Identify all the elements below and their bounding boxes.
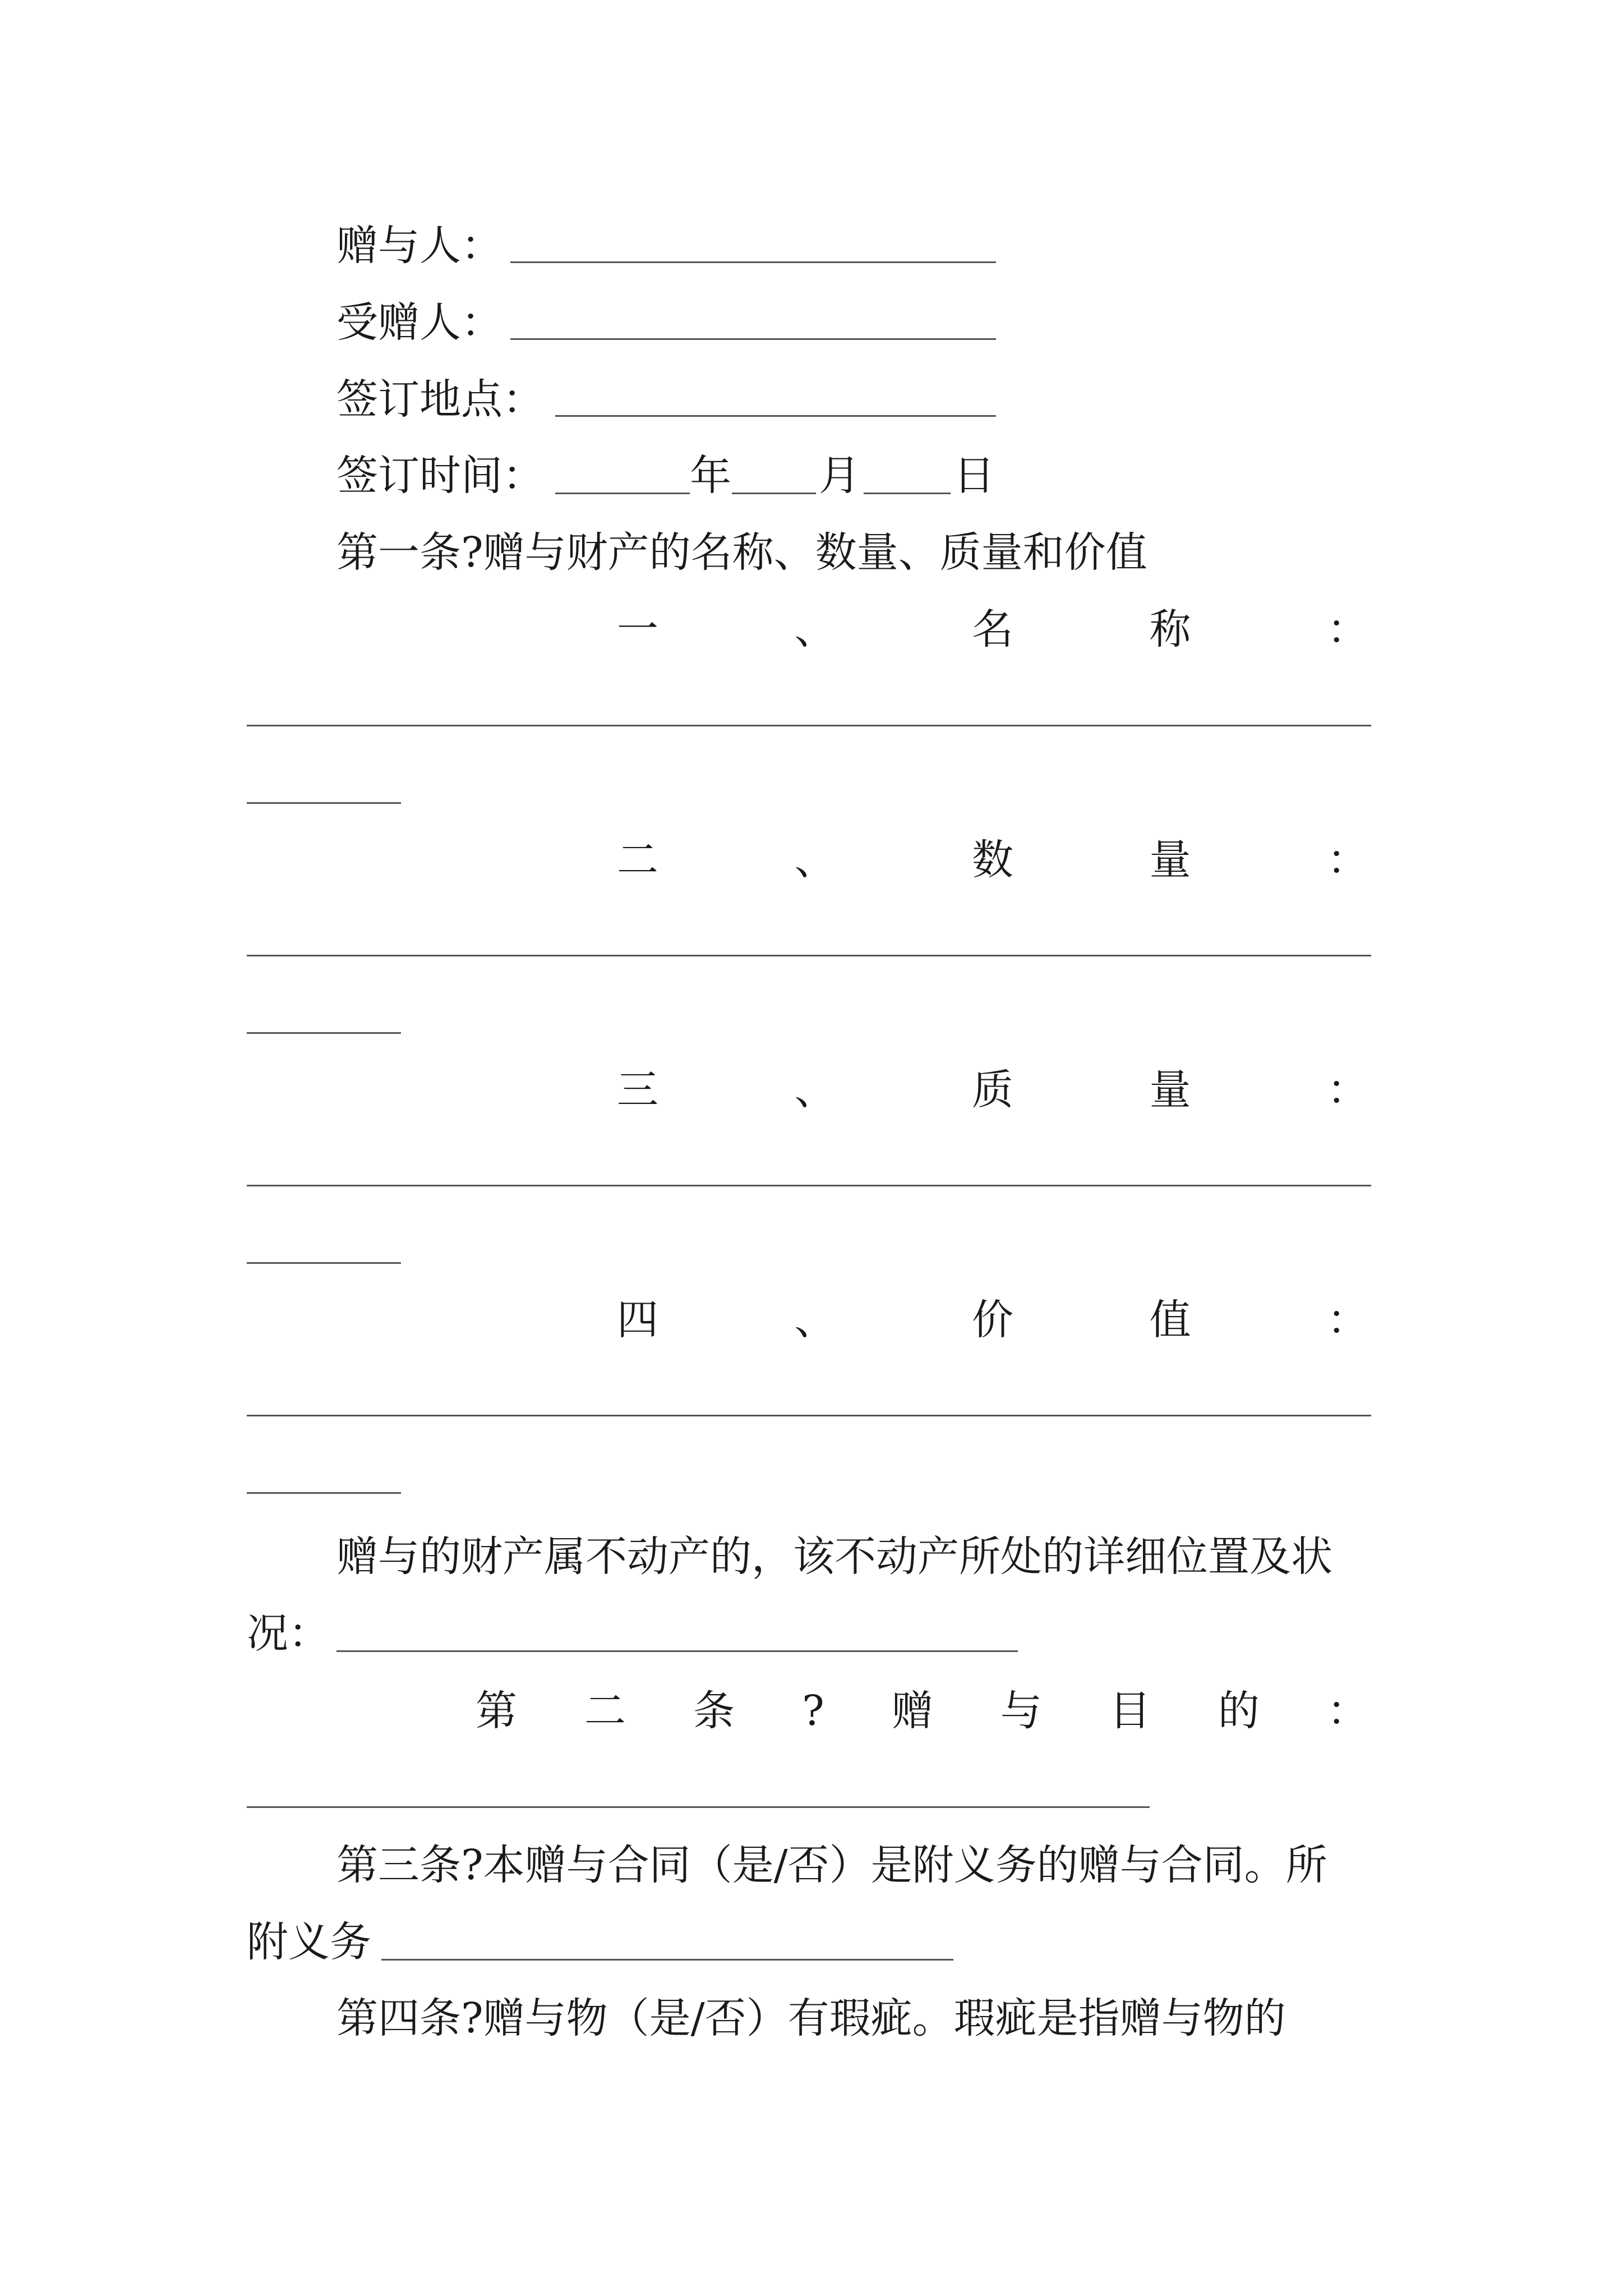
month-blank[interactable] bbox=[732, 493, 816, 494]
item-separator: 、 bbox=[794, 605, 836, 654]
item-char: 称 bbox=[1149, 605, 1191, 654]
month-label: 月 bbox=[819, 452, 860, 500]
article2-char: 第 bbox=[476, 1687, 517, 1735]
item-number: 二 bbox=[617, 836, 658, 884]
item-char: 价 bbox=[972, 1296, 1013, 1344]
realestate-line-1: 赠与的财产属不动产的，该不动产所处的详细位置及状 bbox=[336, 1533, 1332, 1581]
item-number: 三 bbox=[617, 1066, 658, 1114]
item-colon: ： bbox=[1327, 836, 1368, 884]
article1-item-4 bbox=[617, 1292, 1368, 1348]
item-char: 值 bbox=[1149, 1296, 1191, 1344]
realestate-blank[interactable] bbox=[336, 1650, 1018, 1652]
donee-blank[interactable] bbox=[510, 338, 996, 340]
day-label: 日 bbox=[953, 452, 995, 500]
item-char: 数 bbox=[972, 836, 1013, 884]
obligation-blank[interactable] bbox=[381, 1959, 953, 1961]
article1-item-2 bbox=[617, 832, 1368, 888]
donee-label: 受赠人： bbox=[336, 298, 502, 347]
quality-blank-line-1[interactable] bbox=[247, 1185, 1371, 1186]
donor-blank[interactable] bbox=[510, 261, 996, 263]
item-separator: 、 bbox=[794, 1296, 836, 1344]
article2-char: ： bbox=[1326, 1687, 1368, 1735]
article2-char: 与 bbox=[1000, 1687, 1042, 1735]
item-colon: ： bbox=[1327, 1066, 1368, 1114]
article2-char: 的 bbox=[1218, 1687, 1260, 1735]
year-blank[interactable] bbox=[555, 493, 690, 494]
item-char: 量 bbox=[1149, 836, 1191, 884]
year-label: 年 bbox=[690, 452, 731, 500]
article2-char: ? bbox=[802, 1687, 824, 1735]
name-blank-line-1[interactable] bbox=[247, 725, 1371, 726]
article3-line-2: 附义务 bbox=[247, 1918, 371, 1966]
item-char: 质 bbox=[972, 1066, 1013, 1114]
item-number: 四 bbox=[617, 1296, 658, 1344]
article2-char: 赠 bbox=[891, 1687, 933, 1735]
day-blank[interactable] bbox=[864, 493, 951, 494]
article2-heading bbox=[476, 1683, 1368, 1739]
article2-char: 二 bbox=[584, 1687, 626, 1735]
place-label: 签订地点： bbox=[336, 375, 544, 424]
article3-line-1: 第三条?本赠与合同（是/否）是附义务的赠与合同。所 bbox=[336, 1841, 1327, 1889]
item-colon: ： bbox=[1327, 1296, 1368, 1344]
place-blank[interactable] bbox=[555, 415, 996, 417]
item-separator: 、 bbox=[794, 1066, 836, 1114]
article1-item-3 bbox=[617, 1062, 1368, 1118]
time-label: 签订时间： bbox=[336, 452, 544, 500]
realestate-line-2: 况： bbox=[247, 1609, 330, 1658]
name-blank-line-2[interactable] bbox=[247, 802, 401, 804]
purpose-blank[interactable] bbox=[247, 1806, 1150, 1808]
article1-title: 第一条?赠与财产的名称、数量、质量和价值 bbox=[336, 528, 1147, 577]
value-blank-line-1[interactable] bbox=[247, 1415, 1371, 1416]
quality-blank-line-2[interactable] bbox=[247, 1262, 401, 1264]
item-char: 名 bbox=[972, 605, 1013, 654]
quantity-blank-line-1[interactable] bbox=[247, 955, 1371, 956]
item-number: 一 bbox=[617, 605, 658, 654]
donor-label: 赠与人： bbox=[336, 222, 502, 270]
quantity-blank-line-2[interactable] bbox=[247, 1032, 401, 1034]
article4-line-1: 第四条?赠与物（是/否）有瑕疵。瑕疵是指赠与物的 bbox=[336, 1994, 1286, 2042]
value-blank-line-2[interactable] bbox=[247, 1492, 401, 1494]
item-colon: ： bbox=[1327, 605, 1368, 654]
article2-char: 条 bbox=[693, 1687, 735, 1735]
item-separator: 、 bbox=[794, 836, 836, 884]
article2-char: 目 bbox=[1109, 1687, 1151, 1735]
article1-item-1 bbox=[617, 601, 1368, 657]
item-char: 量 bbox=[1149, 1066, 1191, 1114]
